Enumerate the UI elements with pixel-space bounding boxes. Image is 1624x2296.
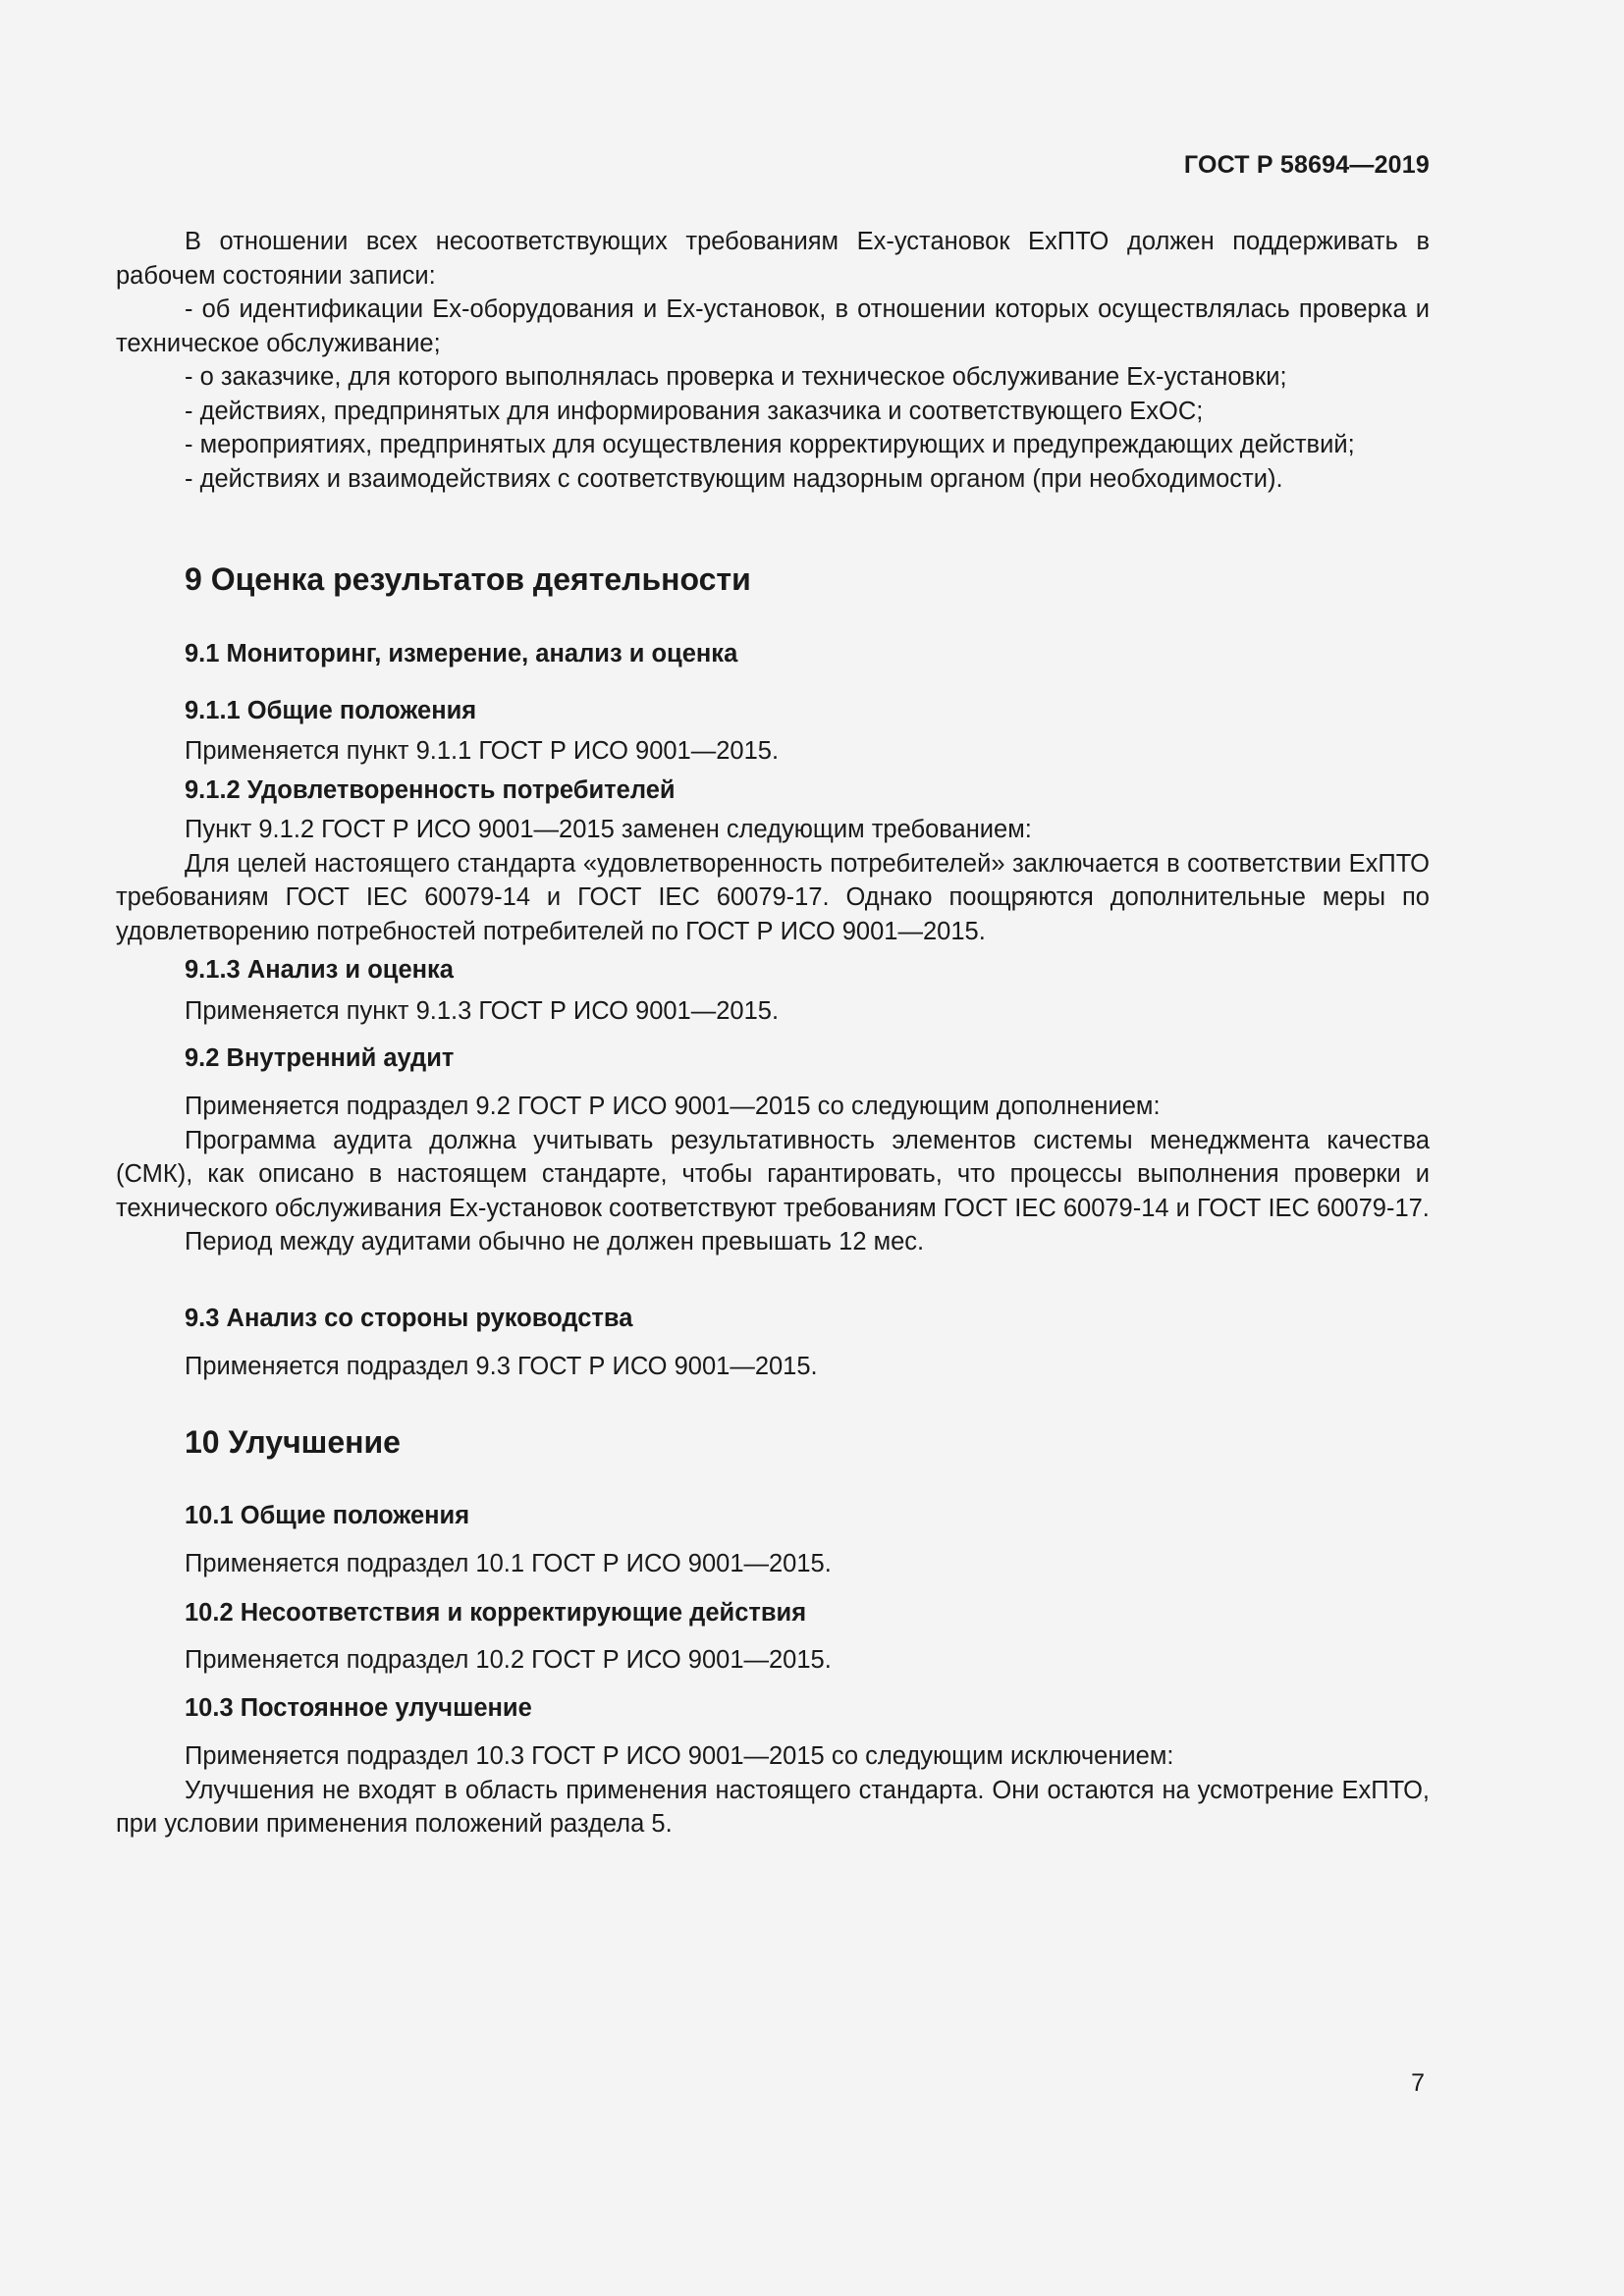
section-9-1-2-text: Для целей настоящего стандарта «удовлетворенность потребителей» заключается в соответствии ExПТО требованиям ГОСТ IEC 60079-14 и ГОСТ IEC 60079-17. Однако поощряются дополнительные меры по удовлетворению потребностей потребителей по ГОСТ Р ИСО 9001—2015.	[116, 849, 1430, 945]
list-item: - действиях, предпринятых для информирования заказчика и соответствующего ExОС;	[185, 397, 1204, 425]
section-9-1-1-heading: 9.1.1 Общие положения	[185, 697, 477, 724]
section-10-1-heading: 10.1 Общие положения	[185, 1502, 470, 1529]
section-9-3-heading: 9.3 Анализ со стороны руководства	[185, 1305, 633, 1332]
section-9-1-2-heading: 9.1.2 Удовлетворенность потребителей	[185, 776, 676, 804]
section-9-1-2-body	[116, 813, 1430, 948]
section-10-2-text: Применяется подраздел 10.2 ГОСТ Р ИСО 9001—2015.	[185, 1646, 832, 1674]
section-10-3-heading: 10.3 Постоянное улучшение	[185, 1694, 532, 1722]
section-9-heading: 9 Оценка результатов деятельности	[185, 561, 751, 597]
list-item: - мероприятиях, предпринятых для осуществления корректирующих и предупреждающих действий;	[185, 431, 1355, 458]
intro-lead: В отношении всех несоответствующих требованиям Ex-установок ExПТО должен поддерживать в рабочем состоянии записи:	[116, 228, 1430, 290]
section-10-3-text: Применяется подраздел 10.3 ГОСТ Р ИСО 9001—2015 со следующим исключением:	[185, 1742, 1174, 1770]
list-item: - об идентификации Ex-оборудования и Ex-установок, в отношении которых осуществлялась проверка и техническое обслуживание;	[116, 295, 1430, 357]
section-9-1-heading: 9.1 Мониторинг, измерение, анализ и оценка	[185, 640, 738, 667]
section-10-heading: 10 Улучшение	[185, 1424, 401, 1460]
list-item: - действиях и взаимодействиях с соответствующим надзорным органом (при необходимости).	[185, 464, 1283, 493]
intro-block	[116, 225, 1430, 496]
list-item: - о заказчике, для которого выполнялась проверка и техническое обслуживание Ex-установки;	[185, 363, 1287, 391]
section-9-1-3-text: Применяется пункт 9.1.3 ГОСТ Р ИСО 9001—2015.	[185, 997, 780, 1025]
page-number: 7	[1411, 2069, 1425, 2097]
section-9-2-heading: 9.2 Внутренний аудит	[185, 1044, 455, 1072]
section-10-3-text: Улучшения не входят в область применения настоящего стандарта. Они остаются на усмотрение ExПТО, при условии применения положений раздела 5.	[116, 1776, 1430, 1838]
section-10-3-body	[116, 1739, 1430, 1842]
section-9-2-text: Применяется подраздел 9.2 ГОСТ Р ИСО 9001—2015 со следующим дополнением:	[185, 1093, 1161, 1120]
section-9-1-1-text: Применяется пункт 9.1.1 ГОСТ Р ИСО 9001—2015.	[185, 737, 780, 765]
section-9-1-3-heading: 9.1.3 Анализ и оценка	[185, 956, 454, 984]
section-9-3-text: Применяется подраздел 9.3 ГОСТ Р ИСО 9001—2015.	[185, 1353, 818, 1380]
section-9-1-2-text: Пункт 9.1.2 ГОСТ Р ИСО 9001—2015 заменен следующим требованием:	[185, 816, 1032, 843]
section-10-1-text: Применяется подраздел 10.1 ГОСТ Р ИСО 9001—2015.	[185, 1550, 832, 1577]
section-9-2-text: Программа аудита должна учитывать результативность элементов системы менеджмента качества (СМК), как описано в настоящем стандарте, чтобы гарантировать, что процессы выполнения проверки и технического обслуживания Ex-установок соответствуют требованиям ГОСТ IEC 60079-14 и ГОСТ IEC 60079-17.	[116, 1126, 1430, 1222]
section-9-2-body	[116, 1090, 1430, 1259]
document-code: ГОСТ Р 58694—2019	[1183, 151, 1430, 179]
section-10-2-heading: 10.2 Несоответствия и корректирующие действия	[185, 1599, 807, 1627]
section-9-2-text: Период между аудитами обычно не должен превышать 12 мес.	[185, 1228, 925, 1255]
